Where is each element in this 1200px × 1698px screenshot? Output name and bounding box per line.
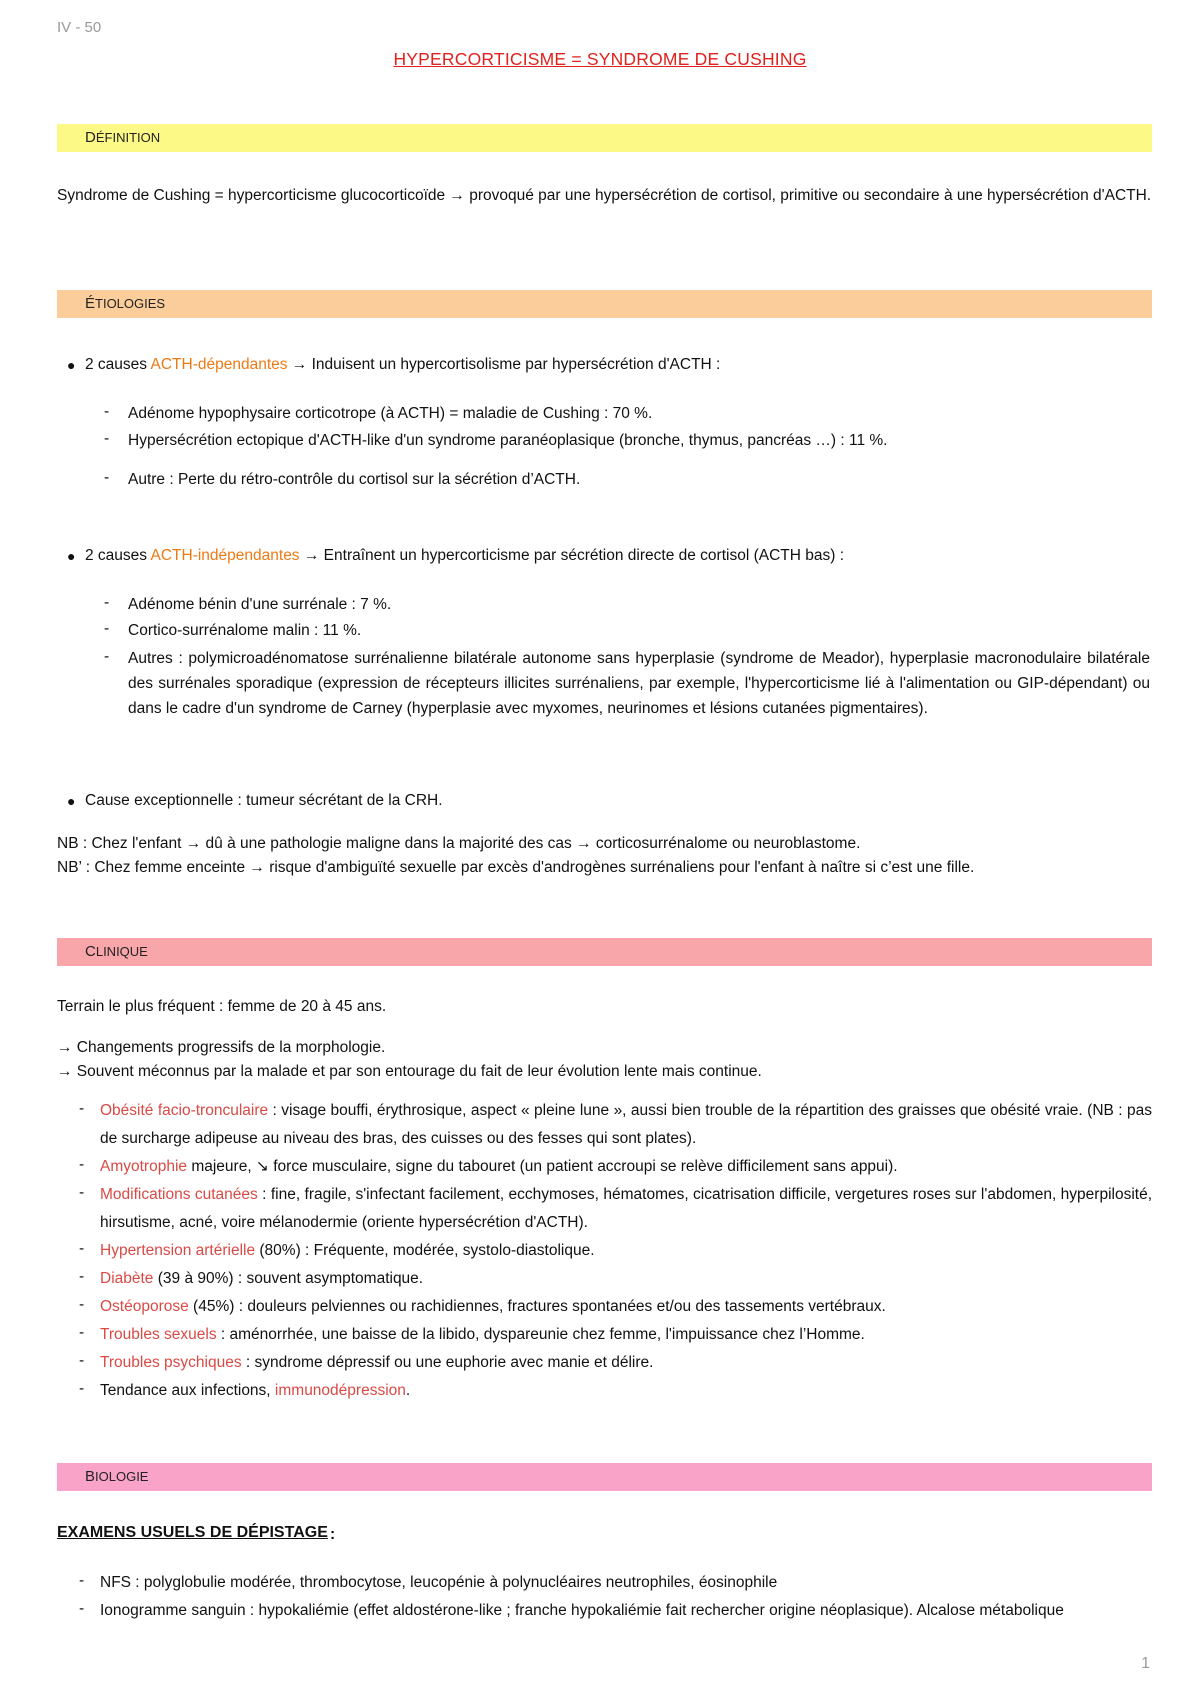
definition-text: Syndrome de Cushing = hypercorticisme glucocorticoïde → provoqué par une hypersécrétion de cortisol, primitive ou secondaire à une hypersécrétion d'ACTH. — [57, 187, 1152, 204]
section-header-etiologies — [57, 290, 1152, 318]
section-header-clinique — [57, 938, 1152, 966]
heading-pre: 2 causes — [85, 356, 151, 373]
clinical-item — [100, 1097, 1152, 1153]
section-header-initial: C — [85, 943, 96, 960]
clinical-key: Modifications cutanées — [100, 1186, 258, 1203]
clinical-key: Obésité facio-tronculaire — [100, 1102, 269, 1119]
lab-item: Ionogramme sanguin : hypokaliémie (effet aldostérone-like ; franche hypokaliémie fait rechercher origine néoplasique). Alcalose métabolique — [100, 1602, 1064, 1619]
clinical-post: . — [405, 1382, 411, 1399]
page-title: HYPERCORTICISME = SYNDROME DE CUSHING — [393, 49, 807, 69]
screening-heading-colon: : — [330, 1526, 336, 1543]
clinical-key: Troubles sexuels — [100, 1326, 217, 1343]
heading-post: → Induisent un hypercortisolisme par hypersécrétion d'ACTH : — [287, 356, 721, 373]
dash-icon: - — [79, 1240, 85, 1257]
clinical-key: Ostéoporose — [100, 1298, 189, 1315]
clinical-key: Amyotrophie — [100, 1158, 188, 1175]
section-header-initial: B — [85, 1468, 96, 1485]
dash-icon: - — [104, 620, 110, 637]
screening-heading — [57, 1524, 328, 1542]
list-item: Autre : Perte du rétro-contrôle du cortisol sur la sécrétion d’ACTH. — [128, 471, 581, 488]
dash-icon: - — [79, 1100, 85, 1117]
section-header-rest: LINIQUE — [95, 944, 148, 959]
heading-key: ACTH-dépendantes — [150, 356, 288, 373]
arrow-line: → Souvent méconnus par la malade et par son entourage du fait de leur évolution lente mais continue. — [57, 1063, 762, 1080]
list-item: Autres : polymicroadénomatose surrénalienne bilatérale autonome sans hyperplasie (syndrome de Meador), hyperplasie macronodulaire bilatérale des surrénales sporadique (expression de récepteurs illicites surrénaliens, par exemple, l'hypercorticisme lié à l'alimentation ou GIP-dépendant) ou dans le cadre d'un syndrome de Carney (hyperplasie avec myxomes, neurinomes et lésions cutanées pigmentaires). — [128, 650, 1150, 717]
clinical-rest: : visage bouffi, érythrosique, aspect « pleine lune », aussi bien trouble de la répartition des graisses que obésité vraie. (NB : pas de surcharge adipeuse au niveau des bras, des cuisses ou des fesses qui sont plates). — [100, 1102, 1152, 1147]
note-pregnant: NB’ : Chez femme enceinte → risque d'ambiguïté sexuelle par excès d'androgènes surrénaliens pour l'enfant à naître si c’est une fille. — [57, 859, 975, 876]
list-item: Hypersécrétion ectopique d'ACTH-like d'un syndrome paranéoplasique (bronche, thymus, pancréas …) : 11 %. — [128, 432, 888, 449]
page-number: 1 — [1141, 1655, 1150, 1672]
terrain-text: Terrain le plus fréquent : femme de 20 à 45 ans. — [57, 998, 387, 1015]
clinical-rest: : aménorrhée, une baisse de la libido, dyspareunie chez femme, l'impuissance chez l’Homme. — [216, 1326, 865, 1343]
clinical-rest: (45%) : douleurs pelviennes ou rachidiennes, fractures spontanées et/ou des tassements vertébraux. — [188, 1298, 886, 1315]
dash-icon: - — [79, 1380, 85, 1397]
dash-icon: - — [79, 1324, 85, 1341]
dash-icon: - — [104, 469, 110, 486]
clinical-item — [100, 1181, 1152, 1237]
list-item: Adénome hypophysaire corticotrope (à ACTH) = maladie de Cushing : 70 %. — [128, 405, 653, 422]
clinical-key: immunodépression — [274, 1382, 406, 1399]
list-item: Adénome bénin d'une surrénale : 7 %. — [128, 596, 392, 613]
note-child: NB : Chez l'enfant → dû à une pathologie maligne dans la majorité des cas → corticosurrénalome ou neuroblastome. — [57, 835, 861, 852]
page-label: IV - 50 — [57, 19, 102, 36]
clinical-item — [100, 1265, 1152, 1293]
arrow-line: → Changements progressifs de la morphologie. — [57, 1039, 386, 1056]
heading-post: → Entraînent un hypercorticisme par sécrétion directe de cortisol (ACTH bas) : — [299, 547, 844, 564]
dash-icon: - — [79, 1296, 85, 1313]
clinical-rest: : syndrome dépressif ou une euphorie avec manie et délire. — [241, 1354, 654, 1371]
exceptional-cause: Cause exceptionnelle : tumeur sécrétant de la CRH. — [85, 792, 443, 809]
clinical-item — [100, 1237, 1152, 1265]
dash-icon: - — [104, 594, 110, 611]
bullet-icon: ● — [67, 793, 76, 809]
dash-icon: - — [79, 1600, 85, 1617]
acth-independent-heading — [85, 545, 844, 567]
clinical-pre: Tendance aux infections, — [100, 1382, 275, 1399]
dash-icon: - — [79, 1156, 85, 1173]
list-item: Cortico-surrénalome malin : 11 %. — [128, 622, 362, 639]
clinical-key: Hypertension artérielle — [100, 1242, 256, 1259]
clinical-rest: : fine, fragile, s'infectant facilement, ecchymoses, hématomes, cicatrisation difficile, vergetures roses sur l'abdomen, hyperpilosité, hirsutisme, acné, voire mélanodermie (oriente hypersécrétion d'ACTH). — [100, 1186, 1153, 1231]
clinical-key: Troubles psychiques — [100, 1354, 242, 1371]
section-header-initial: É — [85, 295, 96, 312]
dash-icon: - — [104, 403, 110, 420]
screening-heading-text: EXAMENS USUELS DE DÉPISTAGE — [57, 1524, 328, 1541]
clinical-rest: majeure, ↘ force musculaire, signe du tabouret (un patient accroupi se relève difficilement sans appui). — [187, 1158, 898, 1175]
clinical-key: Diabète — [100, 1270, 154, 1287]
heading-key: ACTH-indépendantes — [150, 547, 300, 564]
bullet-icon: ● — [67, 548, 76, 564]
clinical-item — [100, 1349, 1152, 1377]
section-header-biologie — [57, 1463, 1152, 1491]
dash-icon: - — [79, 1572, 85, 1589]
dash-icon: - — [79, 1268, 85, 1285]
section-header-initial: D — [85, 129, 96, 146]
dash-icon: - — [79, 1184, 85, 1201]
section-header-rest: IOLOGIE — [95, 1469, 149, 1484]
heading-pre: 2 causes — [85, 547, 151, 564]
clinical-rest: (80%) : Fréquente, modérée, systolo-diastolique. — [255, 1242, 595, 1259]
clinical-item — [100, 1321, 1152, 1349]
dash-icon: - — [79, 1352, 85, 1369]
bullet-icon: ● — [67, 357, 76, 373]
clinical-item — [100, 1153, 1152, 1181]
dash-icon: - — [104, 430, 110, 447]
clinical-rest: (39 à 90%) : souvent asymptomatique. — [153, 1270, 424, 1287]
acth-dependent-heading — [85, 354, 720, 376]
clinical-item — [100, 1293, 1152, 1321]
section-header-rest: ÉFINITION — [95, 130, 161, 145]
lab-item: NFS : polyglobulie modérée, thrombocytose, leucopénie à polynucléaires neutrophiles, éosinophile — [100, 1574, 778, 1591]
clinical-item — [100, 1377, 1152, 1405]
dash-icon: - — [104, 648, 110, 665]
section-header-definition — [57, 124, 1152, 152]
section-header-rest: TIOLOGIES — [95, 296, 166, 311]
